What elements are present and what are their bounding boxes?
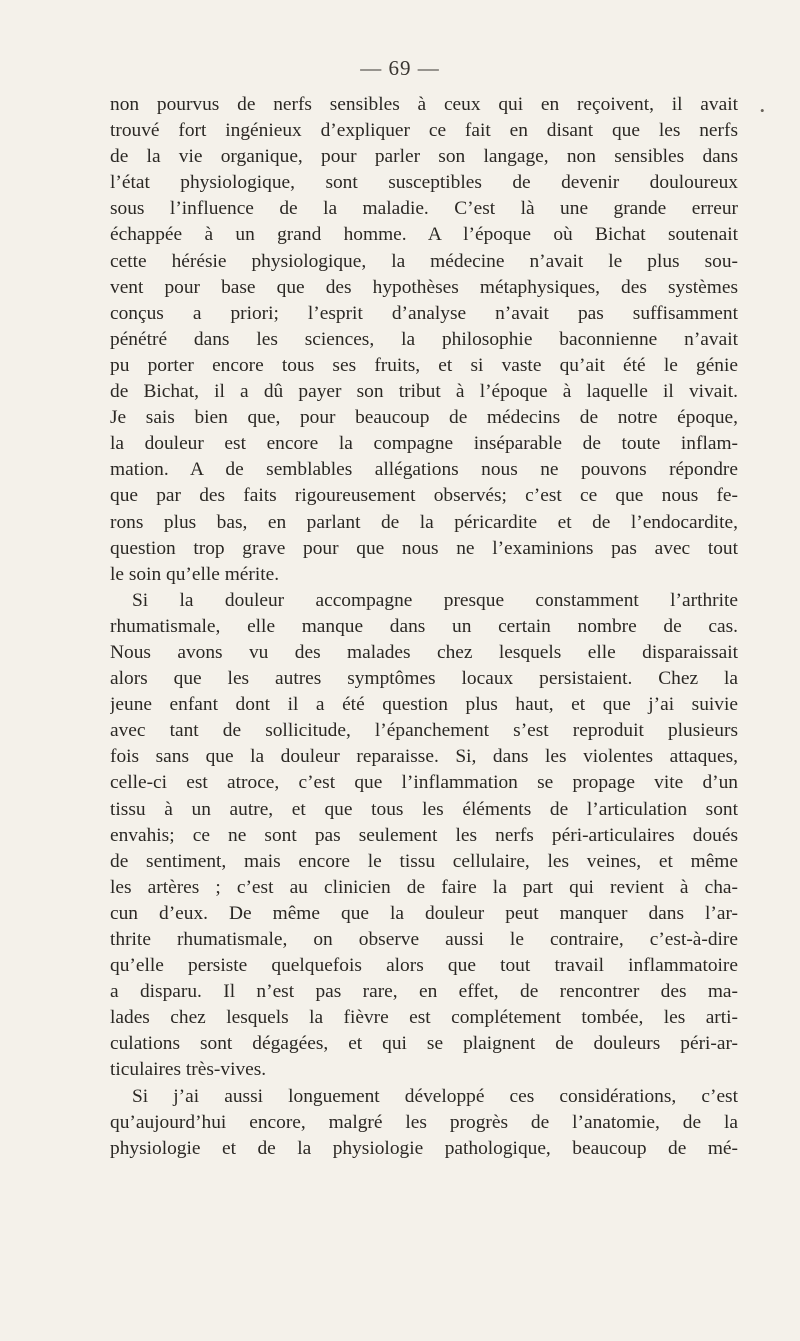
text-line: Si la douleur accompagne presque constamment l’arthrite (132, 589, 738, 611)
text-line: de la vie organique, pour parler son langage, non sensibles dans (110, 146, 738, 168)
text-line: échappée à un grand homme. A l’époque où Bichat soutenait (110, 224, 738, 246)
text-line: conçus a priori; l’esprit d’analyse n’avait pas suffisamment (110, 302, 738, 324)
text-line: que par des faits rigoureusement observés; c’est ce que nous fe- (110, 485, 738, 507)
text-line: thrite rhumatismale, on observe aussi le contraire, c’est-à-dire (110, 929, 738, 950)
text-line: vent pour base que des hypothèses métaphysiques, des systèmes (110, 276, 738, 298)
text-line: culations sont dégagées, et qui se plaignent de douleurs péri-ar- (110, 1033, 738, 1055)
text-line: cette hérésie physiologique, la médecine n’avait le plus sou- (110, 250, 738, 272)
text-line: cun d’eux. De même que la douleur peut manquer dans l’ar- (110, 902, 738, 924)
text-line: Si j’ai aussi longuement développé ces considérations, c’est (132, 1085, 738, 1107)
page-number: — 69 — (360, 56, 440, 80)
text-line: le soin qu’elle mérite. (110, 563, 280, 585)
text-line: lades chez lesquels la fièvre est complétement tombée, les arti- (110, 1007, 738, 1029)
text-line: jeune enfant dont il a été question plus haut, et que j’ai suivie (110, 694, 738, 716)
text-line: de sentiment, mais encore le tissu cellulaire, les veines, et même (110, 850, 738, 872)
text-line: pu porter encore tous ses fruits, et si vaste qu’ait été le génie (110, 354, 738, 376)
margin-mark: • (760, 103, 765, 118)
text-line: ticulaires très-vives. (110, 1059, 267, 1081)
text-line: pénétré dans les sciences, la philosophie baconnienne n’avait (110, 328, 738, 350)
text-line: question trop grave pour que nous ne l’examinions pas avec tout (110, 537, 738, 559)
body-text (110, 92, 738, 1162)
text-line: mation. A de semblables allégations nous ne pouvons répondre (110, 459, 738, 481)
text-line: rhumatismale, elle manque dans un certain nombre de cas. (110, 615, 738, 637)
text-line: rons plus bas, en parlant de la péricardite et de l’endocardite, (110, 511, 738, 533)
text-line: qu’elle persiste quelquefois alors que tout travail inflammatoire (110, 955, 738, 977)
text-line: avec tant de sollicitude, l’épanchement s’est reproduit plusieurs (110, 720, 738, 742)
text-line: alors que les autres symptômes locaux persistaient. Chez la (110, 668, 738, 690)
text-line: Nous avons vu des malades chez lesquels elle disparaissait (110, 641, 738, 663)
text-line: qu’aujourd’hui encore, malgré les progrès de l’anatomie, de la (110, 1111, 738, 1133)
text-line: Je sais bien que, pour beaucoup de médecins de notre époque, (110, 407, 738, 429)
text-line: fois sans que la douleur reparaisse. Si, dans les violentes attaques, (110, 746, 738, 768)
text-line: celle-ci est atroce, c’est que l’inflammation se propage vite d’un (110, 772, 738, 794)
text-line: l’état physiologique, sont susceptibles de devenir douloureux (110, 172, 738, 194)
text-line: les artères ; c’est au clinicien de faire la part qui revient à cha- (110, 876, 738, 898)
text-line: tissu à un autre, et que tous les éléments de l’articulation sont (110, 798, 738, 820)
text-line: la douleur est encore la compagne inséparable de toute inflam- (110, 433, 738, 455)
text-line: physiologie et de la physiologie pathologique, beaucoup de mé- (110, 1137, 738, 1159)
text-line: envahis; ce ne sont pas seulement les nerfs péri-articulaires doués (110, 824, 738, 846)
text-line: trouvé fort ingénieux d’expliquer ce fait en disant que les nerfs (110, 120, 738, 142)
text-line: sous l’influence de la maladie. C’est là une grande erreur (110, 198, 738, 220)
text-line: non pourvus de nerfs sensibles à ceux qui en reçoivent, il avait (110, 94, 738, 115)
text-line: de Bichat, il a dû payer son tribut à l’époque à laquelle il vivait. (110, 381, 738, 403)
text-line: a disparu. Il n’est pas rare, en effet, de rencontrer des ma- (110, 981, 738, 1003)
